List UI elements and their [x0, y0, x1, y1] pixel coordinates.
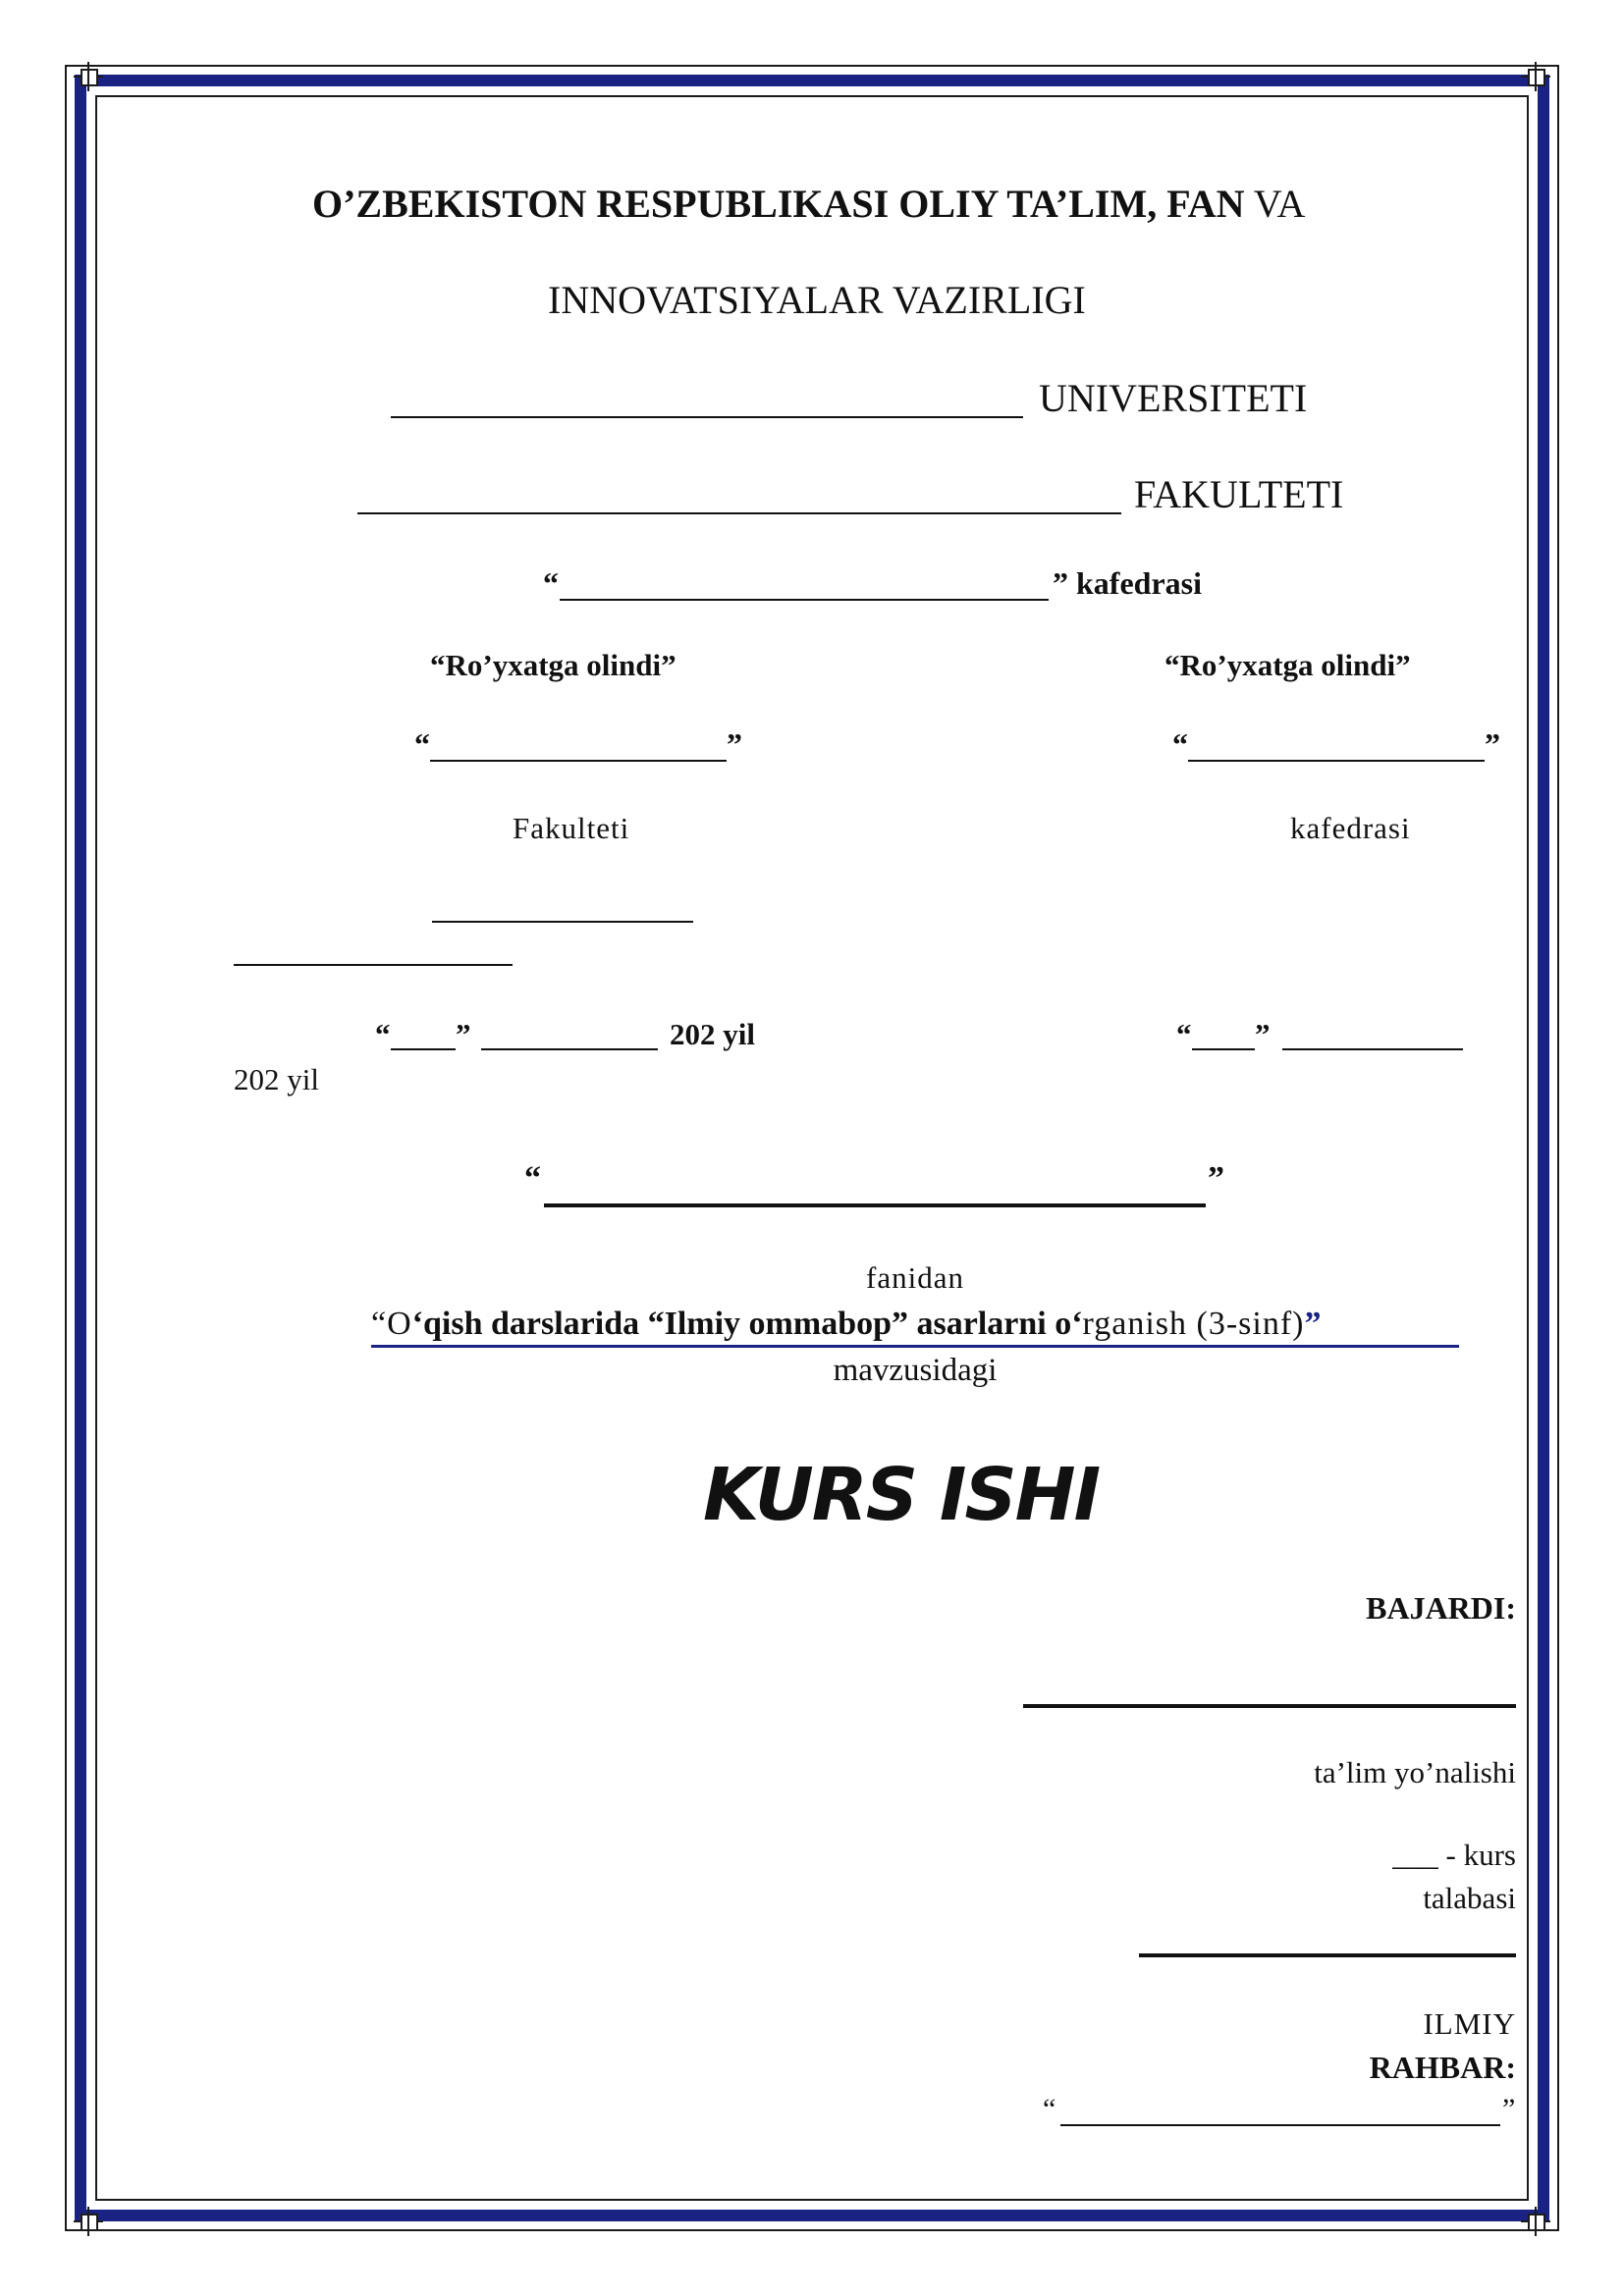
faculty-blank: [357, 512, 1121, 514]
course-label: ___ - kurs: [1392, 1838, 1516, 1872]
direction-label: ta’lim yo’nalishi: [1314, 1755, 1516, 1789]
supervisor-quote-open: “: [1043, 2093, 1056, 2125]
supervisor-label-2: RAHBAR:: [1369, 2050, 1516, 2085]
topic-close: ”: [1304, 1306, 1322, 1342]
topic-open: “O: [371, 1306, 412, 1342]
topic-tail: rganish (3-sinf): [1082, 1306, 1305, 1342]
faculty-label: FAKULTETI: [1134, 472, 1344, 516]
department-blank: [560, 599, 1049, 601]
supervisor-name-blank: [1060, 2124, 1500, 2126]
topic-underline: [371, 1345, 1459, 1348]
bajardi-label: BAJARDI:: [1366, 1590, 1516, 1626]
registration-right-quote-open: “: [1172, 726, 1188, 762]
ministry-line-1-bold: O’ZBEKISTON RESPUBLIKASI OLIY TA’LIM, FAN: [312, 182, 1245, 226]
topic-line: [371, 1308, 1322, 1341]
registration-left-title: “Ro’yxatga olindi”: [430, 648, 677, 682]
subject-blank: [544, 1203, 1206, 1207]
registration-left-caption: Fakulteti: [513, 811, 630, 845]
document-title: KURS ISHI: [703, 1453, 1100, 1537]
signature-left-blank: [432, 921, 693, 923]
subject-quote-open: “: [524, 1160, 541, 1197]
frame-corner-bottom-left: [74, 2207, 103, 2236]
supervisor-quote-close: ”: [1502, 2093, 1516, 2125]
date-left-quote-close: ”: [456, 1017, 471, 1051]
ministry-line-1: [312, 182, 1306, 226]
ministry-line-2: INNOVATSIYALAR VAZIRLIGI: [548, 278, 1086, 322]
signature-right-blank: [234, 964, 513, 966]
supervisor-label-1: ILMIY: [1423, 2006, 1516, 2041]
page-frame-inner: [95, 95, 1529, 2201]
fanidan-label: fanidan: [866, 1260, 964, 1295]
date-right-quote-open: “: [1176, 1017, 1192, 1051]
date-right-month-blank: [1282, 1048, 1463, 1050]
date-right-quote-close: ”: [1255, 1017, 1271, 1051]
registration-right-quote-close: ”: [1485, 726, 1500, 762]
date-right-year-wrapped: 202 yil: [234, 1062, 319, 1096]
registration-left-quote-close: ”: [727, 726, 742, 762]
registration-right-blank: [1188, 760, 1485, 762]
registration-left-quote-open: “: [414, 726, 430, 762]
university-blank: [391, 416, 1023, 418]
mavzusidagi-label: mavzusidagi: [833, 1353, 998, 1388]
date-left-day-blank: [391, 1048, 456, 1050]
topic-bold: ‘qish darslarida “Ilmiy ommabop” asarlarni o‘: [411, 1306, 1083, 1342]
student-name-blank: [1023, 1704, 1516, 1708]
date-left-quote-open: “: [375, 1017, 391, 1051]
registration-left-blank: [430, 760, 727, 762]
date-right-day-blank: [1192, 1048, 1255, 1050]
department-quote-open: “: [543, 565, 559, 601]
subject-quote-close: ”: [1208, 1160, 1224, 1197]
student-signature-blank: [1139, 1953, 1516, 1957]
department-label: ” kafedrasi: [1053, 565, 1202, 601]
registration-right-caption: kafedrasi: [1290, 811, 1411, 845]
frame-corner-top-right: [1521, 62, 1550, 91]
date-left-month-blank: [481, 1048, 658, 1050]
student-label: talabasi: [1423, 1881, 1516, 1915]
university-label: UNIVERSITETI: [1039, 376, 1308, 420]
ministry-line-1-tail: VA: [1253, 182, 1306, 226]
registration-right-title: “Ro’yxatga olindi”: [1164, 648, 1411, 682]
date-left-year: 202 yil: [670, 1017, 755, 1051]
frame-corner-top-left: [74, 62, 103, 91]
frame-corner-bottom-right: [1521, 2207, 1550, 2236]
